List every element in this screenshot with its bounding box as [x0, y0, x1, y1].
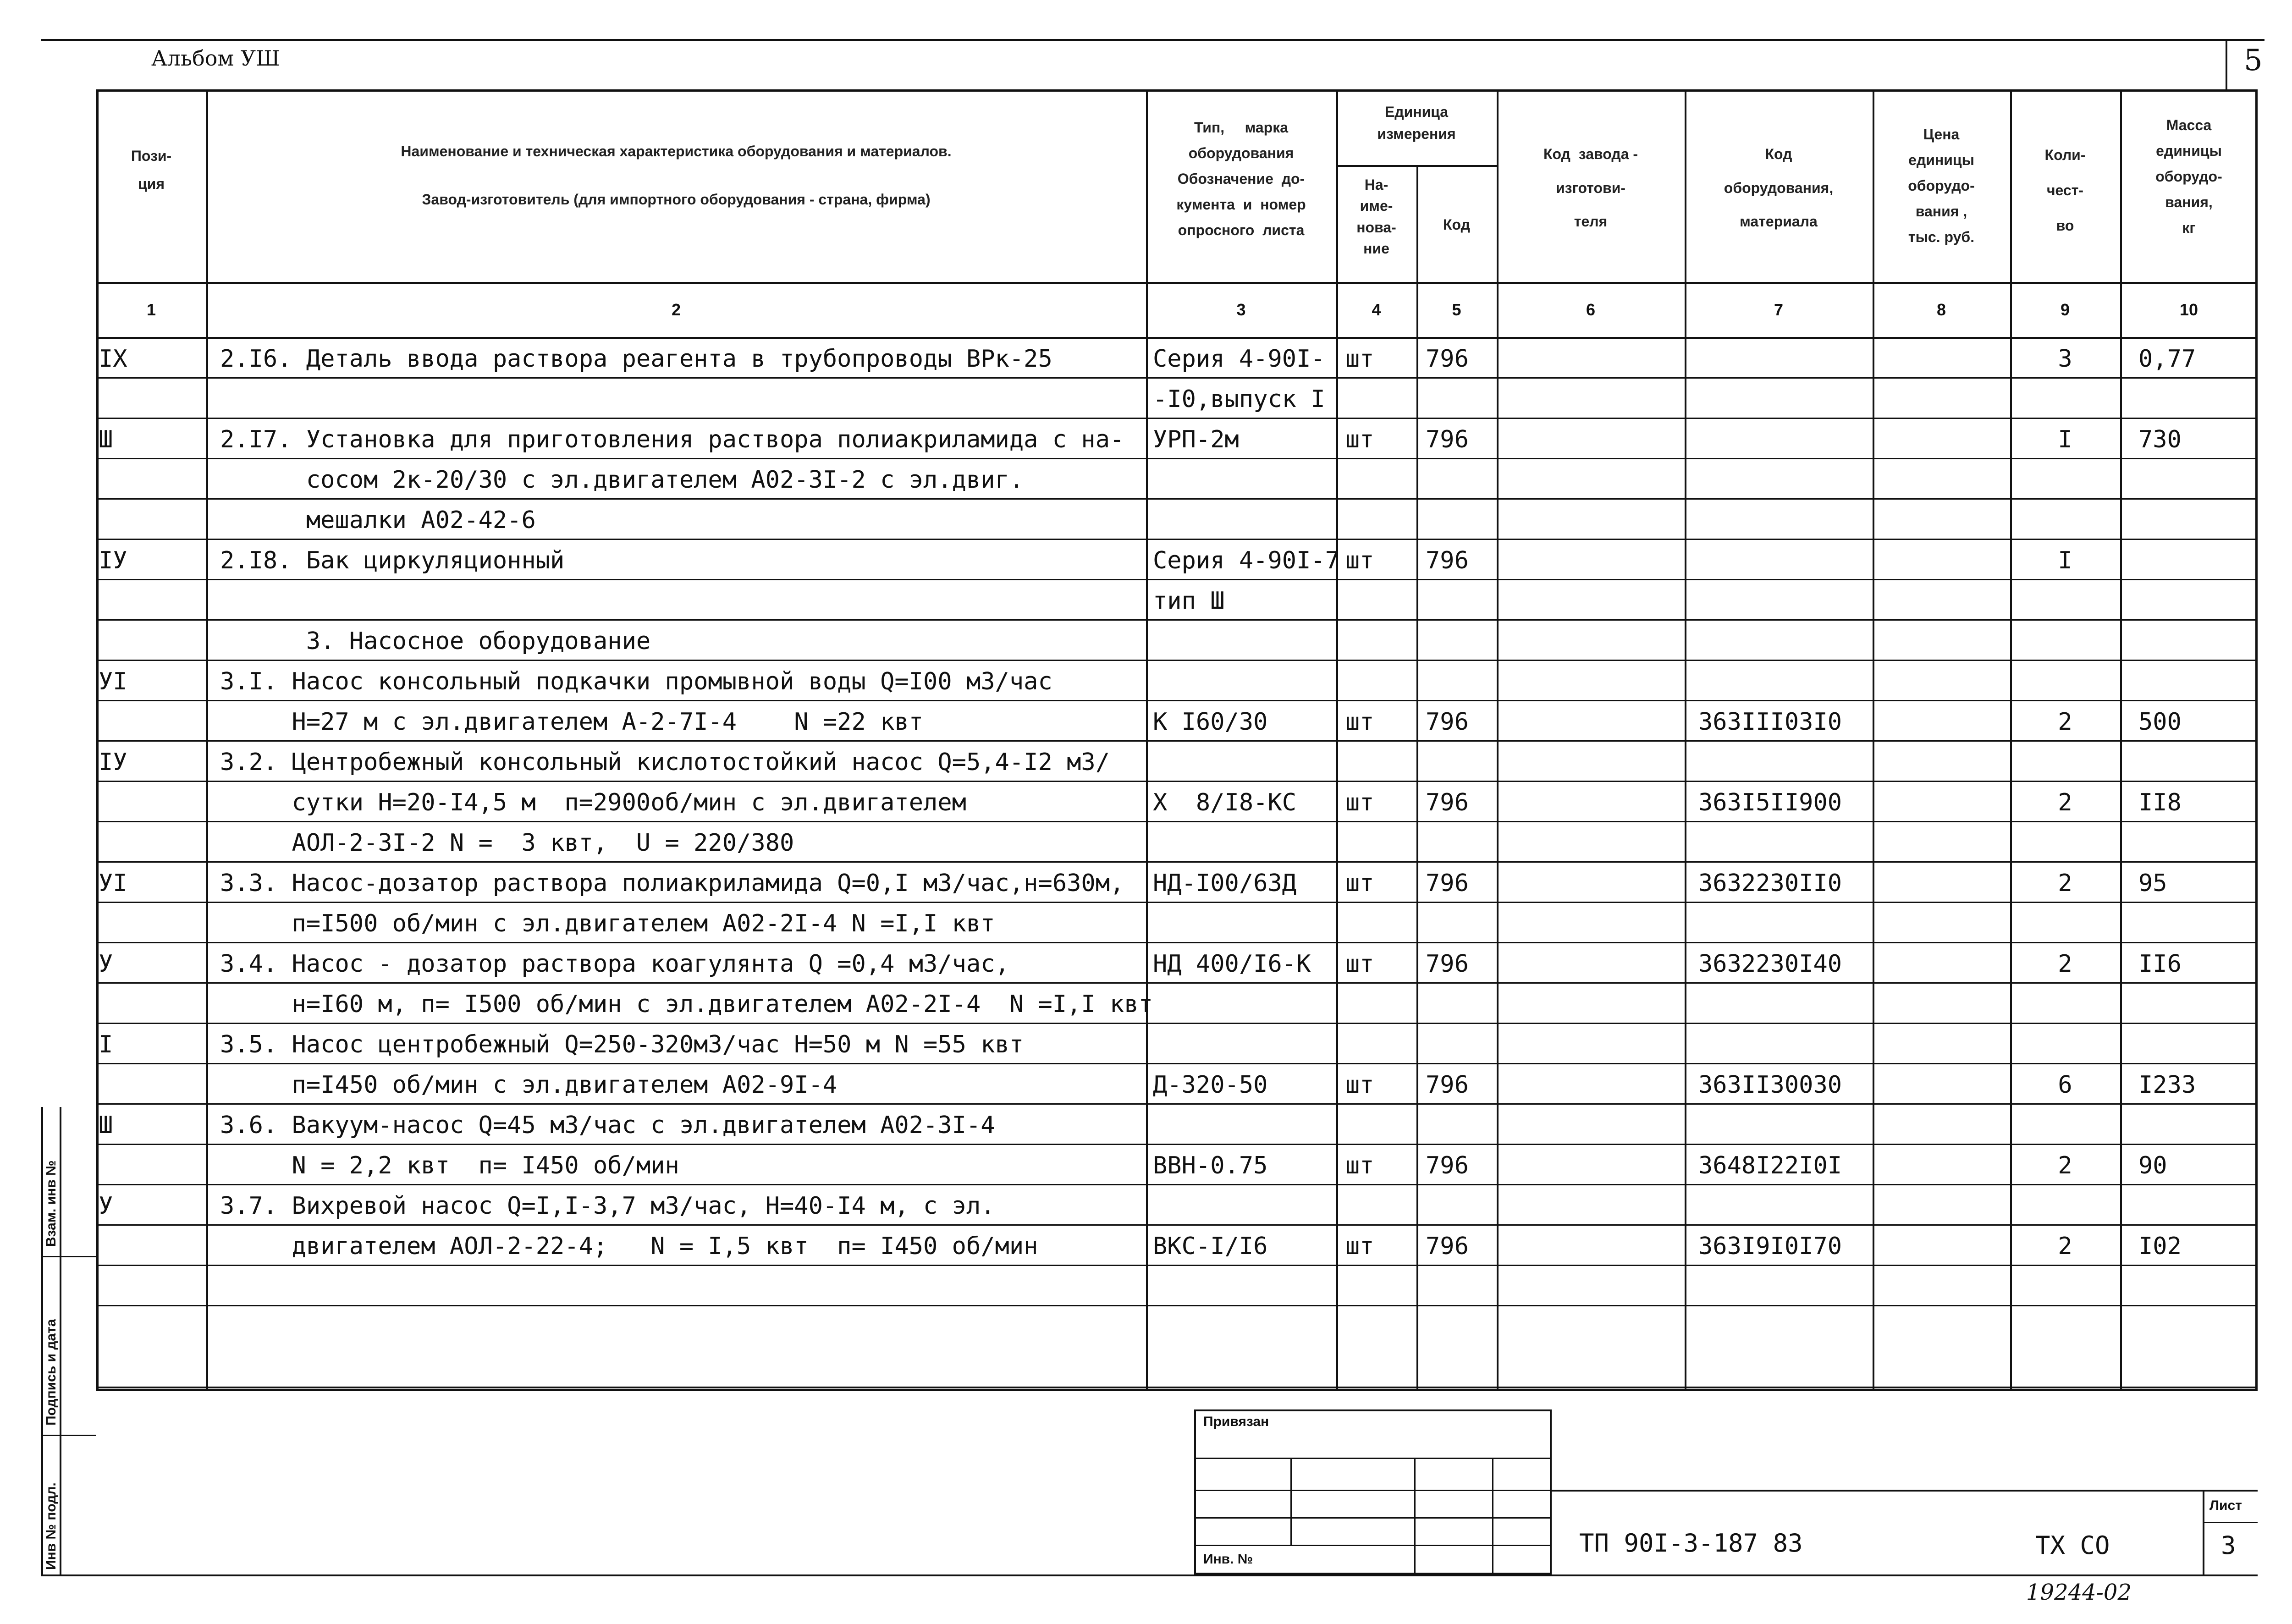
- row-type: Д-320-50: [1153, 1071, 1268, 1099]
- row-unit-code: 796: [1426, 870, 1469, 897]
- row-unit: шт: [1345, 345, 1374, 373]
- row-position: I: [99, 1031, 113, 1058]
- row-name: 2.I8. Бак циркуляционный: [220, 547, 565, 574]
- side-strip-inner: [60, 1107, 61, 1574]
- document-code: ТП 90I-3-187 83: [1579, 1529, 1803, 1558]
- row-position: IX: [99, 345, 127, 373]
- header-type: Тип, марка оборудования Обозначение до- кумента и номер опросного листа: [1176, 119, 1306, 238]
- sheet-label: Лист: [2209, 1498, 2242, 1513]
- header-factory-code: Код завода - изготови- теля: [1543, 146, 1638, 230]
- row-name: мешалки А02-42-6: [220, 506, 536, 534]
- row-equipment-code: 363I5II900: [1698, 789, 1842, 816]
- row-unit-code: 796: [1426, 426, 1469, 453]
- side-strip-sep-1: [41, 1256, 96, 1257]
- row-type: НД 400/I6-К: [1153, 950, 1311, 978]
- colnum-2: 2: [671, 300, 681, 319]
- colnum-7: 7: [1774, 300, 1784, 319]
- row-name: 3.I. Насос консольный подкачки промывной воды Q=I00 м3/час: [220, 668, 1052, 695]
- row-position: У: [99, 950, 113, 978]
- sheet-box-left: [2203, 1490, 2204, 1574]
- row-mass: II6: [2138, 950, 2182, 978]
- header-equipment-code: Код оборудования, материала: [1724, 146, 1834, 230]
- footer-number: 19244-02: [2026, 1580, 2132, 1605]
- row-equipment-code: 3632230II0: [1698, 870, 1842, 897]
- header-unit: Единица измерения: [1377, 104, 1456, 142]
- sheet-number: 3: [2221, 1531, 2236, 1560]
- unit-header-divider: [1336, 165, 1497, 167]
- row-name: 2.I6. Деталь ввода раствора реагента в трубопроводы ВРк-25: [220, 345, 1052, 373]
- row-line: [96, 942, 2258, 943]
- stamp-line-2: [1194, 1490, 1552, 1491]
- row-type: -I0,выпуск I: [1153, 385, 1325, 413]
- row-position: УI: [99, 668, 127, 695]
- row-equipment-code: 3648I22I0I: [1698, 1152, 1842, 1179]
- row-type: НД-I00/63Д: [1153, 870, 1297, 897]
- row-line: [96, 619, 2258, 621]
- row-unit-code: 796: [1426, 708, 1469, 736]
- row-line: [96, 539, 2258, 540]
- header-mass: Масса единицы оборудо- вания, кг: [2155, 117, 2222, 236]
- header-position: Пози- ция: [131, 148, 172, 192]
- row-type: К I60/30: [1153, 708, 1268, 736]
- row-unit-code: 796: [1426, 1071, 1469, 1099]
- row-name: 3.2. Центробежный консольный кислотостойкий насос Q=5,4-I2 м3/: [220, 749, 1110, 776]
- row-quantity: I: [2058, 547, 2072, 574]
- row-quantity: 3: [2058, 345, 2072, 373]
- colnum-5: 5: [1452, 300, 1461, 319]
- colnum-bottom-line: [96, 337, 2258, 339]
- colnum-1: 1: [146, 300, 156, 319]
- row-quantity: 2: [2058, 870, 2072, 897]
- row-unit: шт: [1345, 1233, 1374, 1260]
- row-name: 3.6. Вакуум-насос Q=45 м3/час с эл.двигателем А02-3I-4: [220, 1112, 995, 1139]
- album-title: Альбом УШ: [151, 46, 280, 71]
- row-mass: 0,77: [2138, 345, 2196, 373]
- row-line: [96, 700, 2258, 701]
- row-equipment-code: 3632230I40: [1698, 950, 1842, 978]
- row-name: 3.5. Насос центробежный Q=250-320м3/час Н=50 м N =55 квт: [220, 1031, 1024, 1058]
- header-name-line1: Наименование и техническая характеристика оборудования и материалов.: [401, 143, 952, 160]
- row-line: [96, 1224, 2258, 1226]
- page-bottom-line: [41, 1574, 2258, 1576]
- row-equipment-code: 363I9I0I70: [1698, 1233, 1842, 1260]
- row-quantity: 2: [2058, 789, 2072, 816]
- header-price: Цена единицы оборудо- вания , тыс. руб.: [1908, 126, 1975, 245]
- row-unit: шт: [1345, 950, 1374, 978]
- row-line: [96, 902, 2258, 903]
- row-name: н=I60 м, п= I500 об/мин с эл.двигателем А02-2I-4 N =I,I квт: [220, 991, 1153, 1018]
- row-unit-code: 796: [1426, 1152, 1469, 1179]
- row-type: ВКС-I/I6: [1153, 1233, 1268, 1260]
- row-unit-code: 796: [1426, 345, 1469, 373]
- row-line: [96, 781, 2258, 782]
- row-position: IУ: [99, 547, 127, 574]
- row-name: сосом 2к-20/30 с эл.двигателем А02-3I-2 с эл.двиг.: [220, 466, 1024, 494]
- colnum-9: 9: [2060, 300, 2070, 319]
- sheet-box-divider: [2203, 1522, 2258, 1523]
- row-quantity: 2: [2058, 950, 2072, 978]
- row-unit: шт: [1345, 1071, 1374, 1099]
- row-line: [96, 740, 2258, 742]
- row-type: Х 8/I8-КС: [1153, 789, 1297, 816]
- side-label-vzam: Взам. инв №: [44, 1160, 59, 1247]
- row-name: Н=27 м с эл.двигателем А-2-7I-4 N =22 квт: [220, 708, 924, 736]
- colnum-6: 6: [1586, 300, 1596, 319]
- row-position: У: [99, 1192, 113, 1220]
- row-unit: шт: [1345, 870, 1374, 897]
- col-line-4: [1416, 165, 1418, 1391]
- title-block-top: [1552, 1490, 2258, 1492]
- header-bottom-line: [96, 282, 2258, 284]
- row-name: 3.7. Вихревой насос Q=I,I-3,7 м3/час, Н=40-I4 м, с эл.: [220, 1192, 995, 1220]
- row-mass: 500: [2138, 708, 2182, 736]
- row-name: 3.3. Насос-дозатор раствора полиакриламида Q=0,I м3/час,н=630м,: [220, 870, 1124, 897]
- stamp-line-1: [1194, 1458, 1552, 1459]
- row-mass: II8: [2138, 789, 2182, 816]
- row-type: тип Ш: [1153, 587, 1225, 615]
- row-quantity: I: [2058, 426, 2072, 453]
- header-unit-code: Код: [1443, 216, 1470, 233]
- row-line: [96, 1063, 2258, 1064]
- row-quantity: 2: [2058, 1152, 2072, 1179]
- colnum-3: 3: [1236, 300, 1246, 319]
- row-name: сутки Н=20-I4,5 м п=2900об/мин с эл.двигателем: [220, 789, 966, 816]
- stamp-line-4: [1194, 1545, 1552, 1546]
- row-position: УI: [99, 870, 127, 897]
- side-label-inv-podl: Инв № подл.: [44, 1482, 59, 1570]
- row-position: IУ: [99, 749, 127, 776]
- row-line: [96, 458, 2258, 459]
- row-line: [96, 498, 2258, 500]
- row-mass: 730: [2138, 426, 2182, 453]
- colnum-4: 4: [1372, 300, 1381, 319]
- sheet-corner-number: 5: [2244, 44, 2263, 77]
- row-name: 3.4. Насос - дозатор раствора коагулянта Q =0,4 м3/час,: [220, 950, 1009, 978]
- row-line: [96, 1305, 2258, 1306]
- row-line: [96, 1023, 2258, 1024]
- stamp-inv: Инв. №: [1203, 1552, 1253, 1567]
- row-unit-code: 796: [1426, 950, 1469, 978]
- row-name: п=I450 об/мин с эл.двигателем А02-9I-4: [220, 1071, 837, 1099]
- row-line: [96, 1103, 2258, 1105]
- row-mass: I02: [2138, 1233, 2182, 1260]
- stamp-col-1: [1290, 1458, 1292, 1545]
- header-name-line2: Завод-изготовитель (для импортного оборудования - страна, фирма): [422, 191, 931, 208]
- row-quantity: 2: [2058, 1233, 2072, 1260]
- row-unit: шт: [1345, 426, 1374, 453]
- row-line: [96, 418, 2258, 419]
- row-name: N = 2,2 квт п= I450 об/мин: [220, 1152, 679, 1179]
- row-line: [96, 1265, 2258, 1266]
- row-type: УРП-2м: [1153, 426, 1239, 453]
- side-label-signature: Подпись и дата: [44, 1319, 59, 1426]
- header-quantity: Коли- чест- во: [2044, 147, 2086, 234]
- row-unit: шт: [1345, 708, 1374, 736]
- row-position: Ш: [99, 1112, 113, 1139]
- row-unit: шт: [1345, 789, 1374, 816]
- row-line: [96, 861, 2258, 863]
- row-equipment-code: 363III03I0: [1698, 708, 1842, 736]
- row-line: [96, 579, 2258, 580]
- row-name: двигателем АОЛ-2-22-4; N = I,5 квт п= I450 об/мин: [220, 1233, 1038, 1260]
- section-code: ТХ СО: [2035, 1531, 2110, 1560]
- row-type: Серия 4-90I-: [1153, 345, 1325, 373]
- row-mass: 95: [2138, 870, 2167, 897]
- stamp-col-2: [1414, 1458, 1416, 1574]
- row-name: 2.I7. Установка для приготовления раствора полиакриламида с на-: [220, 426, 1124, 453]
- row-type: ВВН-0.75: [1153, 1152, 1268, 1179]
- row-unit-code: 796: [1426, 547, 1469, 574]
- row-unit-code: 796: [1426, 1233, 1469, 1260]
- row-line: [96, 1184, 2258, 1185]
- row-line: [96, 821, 2258, 822]
- row-equipment-code: 363II30030: [1698, 1071, 1842, 1099]
- row-mass: 90: [2138, 1152, 2167, 1179]
- row-name: п=I500 об/мин с эл.двигателем А02-2I-4 N =I,I квт: [220, 910, 995, 937]
- top-rule: [41, 39, 2264, 41]
- row-unit: шт: [1345, 1152, 1374, 1179]
- row-mass: I233: [2138, 1071, 2196, 1099]
- stamp-privyazan: Привязан: [1203, 1414, 1269, 1429]
- header-unit-name: На- име- нова- ние: [1356, 176, 1396, 257]
- colnum-8: 8: [1936, 300, 1946, 319]
- row-line: [96, 660, 2258, 661]
- stamp-block: [1194, 1409, 1552, 1574]
- row-line: [96, 1144, 2258, 1145]
- colnum-10: 10: [2179, 300, 2198, 319]
- row-line: [96, 377, 2258, 379]
- row-quantity: 2: [2058, 708, 2072, 736]
- stamp-line-3: [1194, 1517, 1552, 1519]
- row-name: 3. Насосное оборудование: [220, 628, 651, 655]
- row-name: АОЛ-2-3I-2 N = 3 квт, U = 220/380: [220, 829, 794, 857]
- row-quantity: 6: [2058, 1071, 2072, 1099]
- corner-rule: [2226, 39, 2227, 89]
- row-type: Серия 4-90I-7: [1153, 547, 1339, 574]
- row-position: Ш: [99, 426, 113, 453]
- stamp-col-3: [1492, 1458, 1493, 1574]
- side-strip-sep-2: [41, 1435, 96, 1436]
- side-strip-outer: [41, 1107, 43, 1574]
- body-bottom-line: [96, 1387, 2258, 1388]
- row-unit-code: 796: [1426, 789, 1469, 816]
- row-line: [96, 982, 2258, 984]
- row-unit: шт: [1345, 547, 1374, 574]
